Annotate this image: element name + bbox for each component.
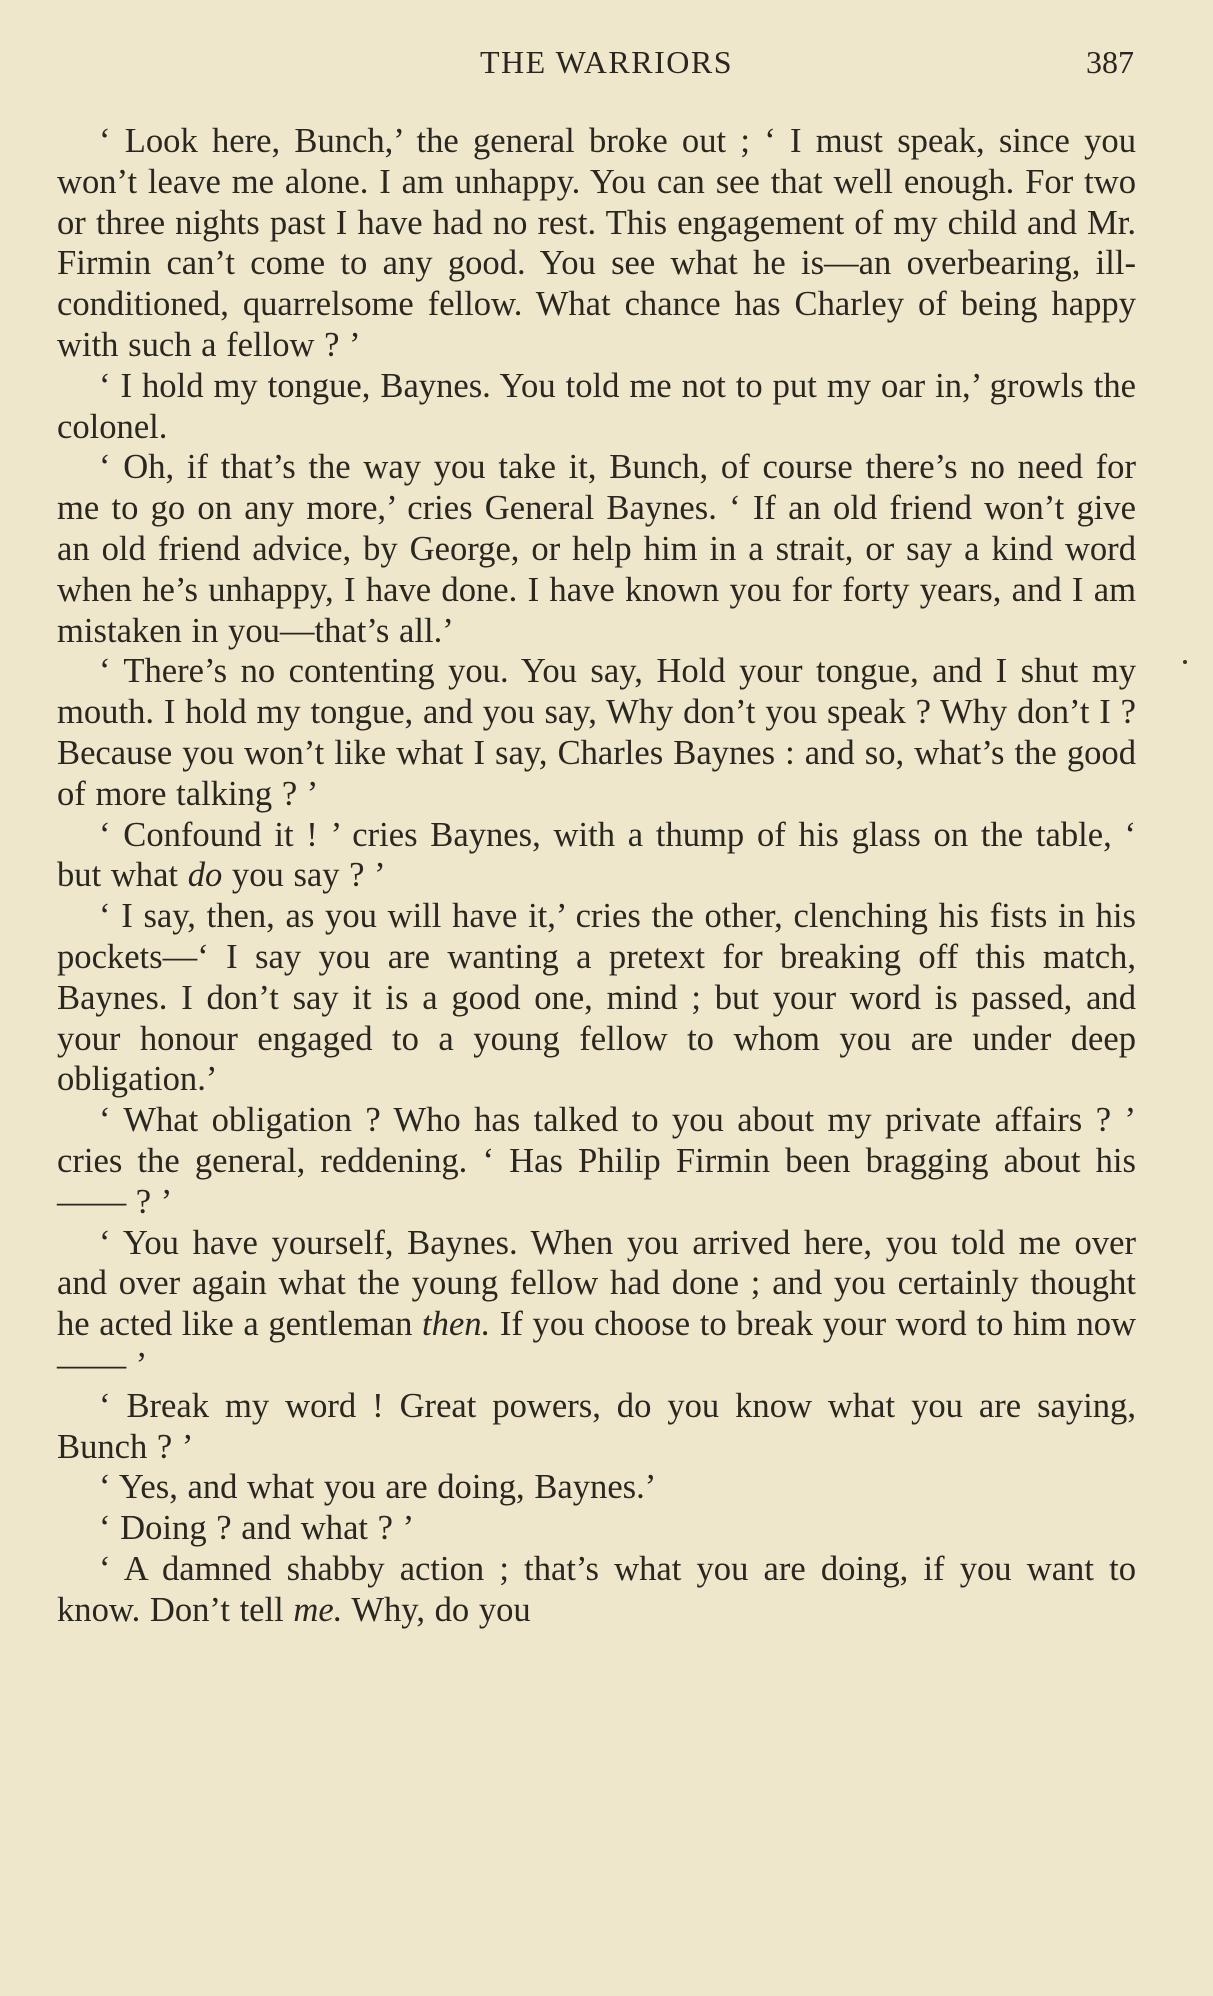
running-head: [0, 44, 1213, 84]
ink-speck: [1183, 660, 1187, 664]
paragraph: [57, 1467, 1136, 1508]
paragraph: [57, 1100, 1136, 1222]
italic-text: me.: [293, 1590, 343, 1629]
paragraph-text: you say ? ’: [222, 856, 386, 895]
paragraph: [57, 121, 1136, 366]
running-title: THE WARRIORS: [480, 44, 733, 80]
paragraph: [57, 651, 1136, 814]
paragraph: [57, 1508, 1136, 1549]
italic-text: do: [187, 856, 223, 895]
paragraph-text: ‘ There’s no contenting you. You say, Hold your tongue, and I shut my mouth. I hold my tongue, and you say, Why don’t you speak ? Why don’t I ? Because you won’t like what I say, Charles Baynes : and so, what’s the good of more talking ? ’: [57, 652, 1136, 813]
paragraph-text: ‘ What obligation ? Who has talked to you about my private affairs ? ’ cries the general, reddening. ‘ Has Philip Firmin been bragging about his—— ? ’: [57, 1101, 1136, 1221]
paragraph-text: ‘ I say, then, as you will have it,’ cries the other, clenching his fists in his pockets—‘ I say you are wanting a pretext for breaking off this match, Baynes. I don’t say it is a good one, mind ; but your word is passed, and your honour engaged to a young fellow to whom you are under deep obligation.’: [57, 897, 1136, 1099]
paragraph-text: ‘ Break my word ! Great powers, do you know what you are saying, Bunch ? ’: [57, 1386, 1136, 1466]
italic-text: then.: [422, 1305, 491, 1344]
paragraph: [57, 1549, 1136, 1631]
page-number: 387: [1086, 44, 1134, 80]
paragraph-text: Why, do you: [342, 1590, 531, 1629]
paragraph-text: ‘ You have yourself, Baynes. When you arrived here, you told me over and over again what the young fellow had done ; and you certainly thought he acted like a gentleman: [57, 1223, 1136, 1344]
paragraph: [57, 1223, 1136, 1386]
body-text: [57, 121, 1136, 1630]
paragraph-text: ‘ I hold my tongue, Baynes. You told me not to put my oar in,’ growls the colonel.: [57, 366, 1136, 446]
paragraph: [57, 815, 1136, 897]
paragraph-text: ‘ Confound it ! ’ cries Baynes, with a thump of his glass on the table, ‘ but what: [57, 815, 1136, 895]
paragraph-text: If you choose to break your word to him now—— ’: [57, 1305, 1137, 1384]
paragraph-text: ‘ Doing ? and what ? ’: [99, 1509, 415, 1548]
paragraph-text: ‘ Look here, Bunch,’ the general broke out ; ‘ I must speak, since you won’t leave me alone. I am unhappy. You can see that well enough. For two or three nights past I have had no rest. This engagement of my child and Mr. Firmin can’t come to any good. You see what he is—an overbearing, ill-conditioned, quarrelsome fellow. What chance has Charley of being happy with such a fellow ? ’: [57, 122, 1136, 364]
paragraph: [57, 366, 1136, 448]
paragraph-text: ‘ Oh, if that’s the way you take it, Bunch, of course there’s no need for me to go on any more,’ cries General Baynes. ‘ If an old friend won’t give an old friend advice, by George, or help him in a strait, or say a kind word when he’s unhappy, I have done. I have known you for forty years, and I am mistaken in you—that’s all.’: [57, 448, 1136, 650]
paragraph-text: ‘ Yes, and what you are doing, Baynes.’: [99, 1468, 657, 1507]
paragraph-text: ‘ A damned shabby action ; that’s what you are doing, if you want to know. Don’t tell: [57, 1549, 1136, 1629]
paragraph: [57, 447, 1136, 651]
paragraph: [57, 896, 1136, 1100]
paragraph: [57, 1386, 1136, 1468]
